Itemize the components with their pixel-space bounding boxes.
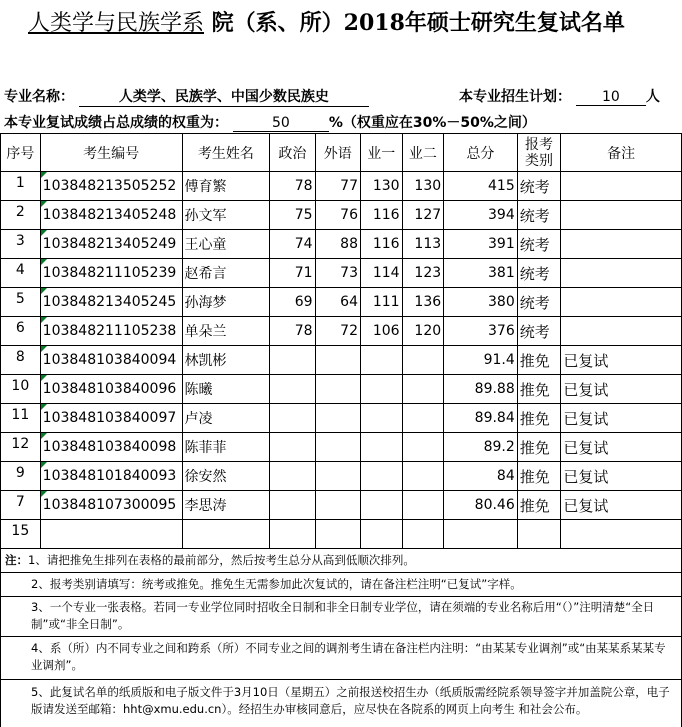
notes-section bbox=[0, 548, 682, 727]
major-value: 人类学、民族学、中国少数民族史 bbox=[79, 86, 369, 107]
table-row bbox=[1, 288, 682, 317]
cell-category: 推免 bbox=[517, 375, 561, 404]
cell-major2 bbox=[402, 375, 444, 404]
cell-major2: 123 bbox=[402, 259, 444, 288]
table-row bbox=[1, 230, 682, 259]
cell-candidate-id: 103848103840097 bbox=[40, 404, 182, 433]
cell-name: 陈菲菲 bbox=[182, 433, 270, 462]
note-2: 2、报考类别请填写：统考或推免。推免生无需参加此次复试的，请在备注栏注明“已复试”字样。 bbox=[31, 577, 522, 591]
cell-remark bbox=[561, 520, 682, 549]
cell-name: 陈曦 bbox=[182, 375, 270, 404]
cell-candidate-id: 103848211105239 bbox=[40, 259, 182, 288]
cell-major2 bbox=[402, 346, 444, 375]
cell-major2 bbox=[402, 462, 444, 491]
cell-major2: 130 bbox=[402, 172, 444, 201]
cell-language: 77 bbox=[315, 172, 360, 201]
major-label: 专业名称： bbox=[4, 89, 74, 105]
cell-category: 统考 bbox=[517, 288, 561, 317]
plan-label: 本专业招生计划： bbox=[459, 89, 571, 105]
cell-major2 bbox=[402, 404, 444, 433]
cell-total: 91.4 bbox=[444, 346, 518, 375]
table-row bbox=[1, 259, 682, 288]
cell-candidate-id: 103848103840098 bbox=[40, 433, 182, 462]
cell-remark: 已复试 bbox=[561, 404, 682, 433]
cell-category: 统考 bbox=[517, 201, 561, 230]
col-header-major1: 业一 bbox=[360, 134, 402, 172]
cell-remark bbox=[561, 172, 682, 201]
cell-candidate-id: 103848103840094 bbox=[40, 346, 182, 375]
col-header-major2: 业二 bbox=[402, 134, 444, 172]
cell-seq: 10 bbox=[1, 375, 41, 404]
cell-seq: 8 bbox=[1, 346, 41, 375]
cell-total: 89.2 bbox=[444, 433, 518, 462]
note-3: 3、一个专业一张表格。若同一专业学位同时招收全日制和非全日制专业学位，请在须端的专业名称后用“（）”注明清楚“全日制”或“非全日制”。 bbox=[31, 600, 655, 631]
cell-politics: 71 bbox=[270, 259, 315, 288]
note-5: 5、此复试名单的纸质版和电子版文件于3月10日（星期五）之前报送校招生办（纸质版需经院系领导签字并加盖院公章，电子版请发送至邮箱：hht@xmu.edu.cn）。经招生办审核同意后，应尽快在各院系的网页上向考生 和社会公布。 bbox=[31, 685, 670, 716]
cell-name: 李思涛 bbox=[182, 491, 270, 520]
cell-politics bbox=[270, 433, 315, 462]
cell-candidate-id: 103848107300095 bbox=[40, 491, 182, 520]
col-header-id: 考生编号 bbox=[40, 134, 182, 172]
weight-note: %（权重应在30%－50%之间） bbox=[328, 115, 536, 131]
cell-category bbox=[517, 520, 561, 549]
cell-total: 391 bbox=[444, 230, 518, 259]
cell-remark bbox=[561, 230, 682, 259]
cell-major1: 130 bbox=[360, 172, 402, 201]
cell-candidate-id: 103848101840093 bbox=[40, 462, 182, 491]
table-row bbox=[1, 317, 682, 346]
cell-major2: 113 bbox=[402, 230, 444, 259]
cell-language bbox=[315, 491, 360, 520]
cell-category: 推免 bbox=[517, 433, 561, 462]
candidate-table bbox=[0, 133, 682, 549]
cell-politics bbox=[270, 462, 315, 491]
cell-politics: 78 bbox=[270, 172, 315, 201]
cell-category: 推免 bbox=[517, 491, 561, 520]
cell-category: 推免 bbox=[517, 346, 561, 375]
table-row bbox=[1, 462, 682, 491]
table-row bbox=[1, 346, 682, 375]
cell-language bbox=[315, 520, 360, 549]
table-row bbox=[1, 172, 682, 201]
major-row bbox=[4, 86, 369, 107]
weight-value: 50 bbox=[233, 115, 329, 132]
cell-remark bbox=[561, 201, 682, 230]
cell-major2: 120 bbox=[402, 317, 444, 346]
col-header-language: 外语 bbox=[315, 134, 360, 172]
cell-seq: 4 bbox=[1, 259, 41, 288]
cell-remark bbox=[561, 259, 682, 288]
cell-category: 统考 bbox=[517, 317, 561, 346]
table-row bbox=[1, 520, 682, 549]
cell-seq: 7 bbox=[1, 491, 41, 520]
cell-major2 bbox=[402, 433, 444, 462]
note-1-text: 1、请把推免生排列在表格的最前部分，然后按考生总分从高到低顺次排列。 bbox=[28, 553, 415, 567]
cell-remark bbox=[561, 288, 682, 317]
cell-major2 bbox=[402, 520, 444, 549]
cell-major1: 116 bbox=[360, 201, 402, 230]
cell-name bbox=[182, 520, 270, 549]
col-header-seq: 序号 bbox=[1, 134, 41, 172]
col-header-name: 考生姓名 bbox=[182, 134, 270, 172]
cell-category: 推免 bbox=[517, 462, 561, 491]
title-rest: 院（系、所）2018年硕士研究生复试名单 bbox=[204, 10, 625, 36]
cell-major1: 106 bbox=[360, 317, 402, 346]
cell-total: 376 bbox=[444, 317, 518, 346]
note-4: 4、系（所）内不同专业之间和跨系（所）不同专业之间的调剂考生请在备注栏内注明：“由某某专业调剂”或“由某某系某某专业调剂”。 bbox=[31, 641, 666, 672]
cell-politics: 69 bbox=[270, 288, 315, 317]
col-header-category: 报考类别 bbox=[517, 134, 561, 172]
cell-category: 统考 bbox=[517, 172, 561, 201]
table-header-row bbox=[1, 134, 682, 172]
cell-major1 bbox=[360, 346, 402, 375]
cell-category: 推免 bbox=[517, 404, 561, 433]
cell-total: 381 bbox=[444, 259, 518, 288]
cell-seq: 11 bbox=[1, 404, 41, 433]
cell-politics: 75 bbox=[270, 201, 315, 230]
col-header-total: 总分 bbox=[444, 134, 518, 172]
cell-language: 88 bbox=[315, 230, 360, 259]
cell-total: 89.84 bbox=[444, 404, 518, 433]
weight-row bbox=[4, 112, 536, 132]
cell-name: 傅育繁 bbox=[182, 172, 270, 201]
col-header-politics: 政治 bbox=[270, 134, 315, 172]
cell-total: 380 bbox=[444, 288, 518, 317]
cell-language: 72 bbox=[315, 317, 360, 346]
cell-seq: 6 bbox=[1, 317, 41, 346]
cell-candidate-id: 103848213505252 bbox=[40, 172, 182, 201]
cell-remark: 已复试 bbox=[561, 491, 682, 520]
cell-total: 394 bbox=[444, 201, 518, 230]
cell-language: 76 bbox=[315, 201, 360, 230]
cell-politics bbox=[270, 404, 315, 433]
table-row bbox=[1, 404, 682, 433]
cell-seq: 15 bbox=[1, 520, 41, 549]
cell-language: 64 bbox=[315, 288, 360, 317]
cell-major2: 127 bbox=[402, 201, 444, 230]
cell-name: 林凯彬 bbox=[182, 346, 270, 375]
cell-remark: 已复试 bbox=[561, 433, 682, 462]
cell-major1 bbox=[360, 491, 402, 520]
cell-politics bbox=[270, 520, 315, 549]
cell-major2 bbox=[402, 491, 444, 520]
cell-total: 84 bbox=[444, 462, 518, 491]
note-1 bbox=[5, 552, 675, 569]
cell-name: 赵希言 bbox=[182, 259, 270, 288]
cell-major1: 114 bbox=[360, 259, 402, 288]
title-department: 人类学与民族学系 bbox=[28, 11, 205, 36]
cell-remark: 已复试 bbox=[561, 375, 682, 404]
table-row bbox=[1, 201, 682, 230]
cell-seq: 1 bbox=[1, 172, 41, 201]
cell-major2: 136 bbox=[402, 288, 444, 317]
cell-politics bbox=[270, 375, 315, 404]
cell-candidate-id bbox=[40, 520, 182, 549]
cell-remark bbox=[561, 317, 682, 346]
cell-major1 bbox=[360, 462, 402, 491]
cell-name: 孙文军 bbox=[182, 201, 270, 230]
cell-candidate-id: 103848211105238 bbox=[40, 317, 182, 346]
cell-name: 王心童 bbox=[182, 230, 270, 259]
cell-major1 bbox=[360, 404, 402, 433]
cell-language bbox=[315, 346, 360, 375]
cell-candidate-id: 103848213405245 bbox=[40, 288, 182, 317]
cell-politics: 78 bbox=[270, 317, 315, 346]
cell-language: 73 bbox=[315, 259, 360, 288]
note-prefix: 注： bbox=[5, 553, 28, 567]
cell-name: 孙海梦 bbox=[182, 288, 270, 317]
cell-major1 bbox=[360, 375, 402, 404]
cell-total bbox=[444, 520, 518, 549]
cell-major1: 116 bbox=[360, 230, 402, 259]
cell-total: 80.46 bbox=[444, 491, 518, 520]
cell-seq: 5 bbox=[1, 288, 41, 317]
cell-name: 单朵兰 bbox=[182, 317, 270, 346]
cell-candidate-id: 103848213405248 bbox=[40, 201, 182, 230]
col-header-remark: 备注 bbox=[561, 134, 682, 172]
cell-major1 bbox=[360, 520, 402, 549]
cell-name: 卢凌 bbox=[182, 404, 270, 433]
cell-category: 统考 bbox=[517, 259, 561, 288]
weight-label: 本专业复试成绩占总成绩的权重为： bbox=[4, 115, 228, 131]
table-row bbox=[1, 375, 682, 404]
cell-major1: 111 bbox=[360, 288, 402, 317]
page-title bbox=[0, 6, 682, 46]
cell-politics bbox=[270, 346, 315, 375]
table-row bbox=[1, 491, 682, 520]
cell-candidate-id: 103848103840096 bbox=[40, 375, 182, 404]
plan-value: 10 bbox=[576, 89, 646, 106]
table-row bbox=[1, 433, 682, 462]
cell-remark: 已复试 bbox=[561, 462, 682, 491]
cell-total: 415 bbox=[444, 172, 518, 201]
cell-major1 bbox=[360, 433, 402, 462]
cell-seq: 2 bbox=[1, 201, 41, 230]
cell-language bbox=[315, 433, 360, 462]
cell-category: 统考 bbox=[517, 230, 561, 259]
cell-politics: 74 bbox=[270, 230, 315, 259]
cell-seq: 9 bbox=[1, 462, 41, 491]
plan-unit: 人 bbox=[645, 89, 660, 105]
cell-language bbox=[315, 375, 360, 404]
plan-row bbox=[459, 86, 660, 106]
cell-remark: 已复试 bbox=[561, 346, 682, 375]
cell-seq: 12 bbox=[1, 433, 41, 462]
cell-seq: 3 bbox=[1, 230, 41, 259]
cell-name: 徐安然 bbox=[182, 462, 270, 491]
cell-total: 89.88 bbox=[444, 375, 518, 404]
cell-candidate-id: 103848213405249 bbox=[40, 230, 182, 259]
cell-language bbox=[315, 404, 360, 433]
cell-language bbox=[315, 462, 360, 491]
cell-politics bbox=[270, 491, 315, 520]
